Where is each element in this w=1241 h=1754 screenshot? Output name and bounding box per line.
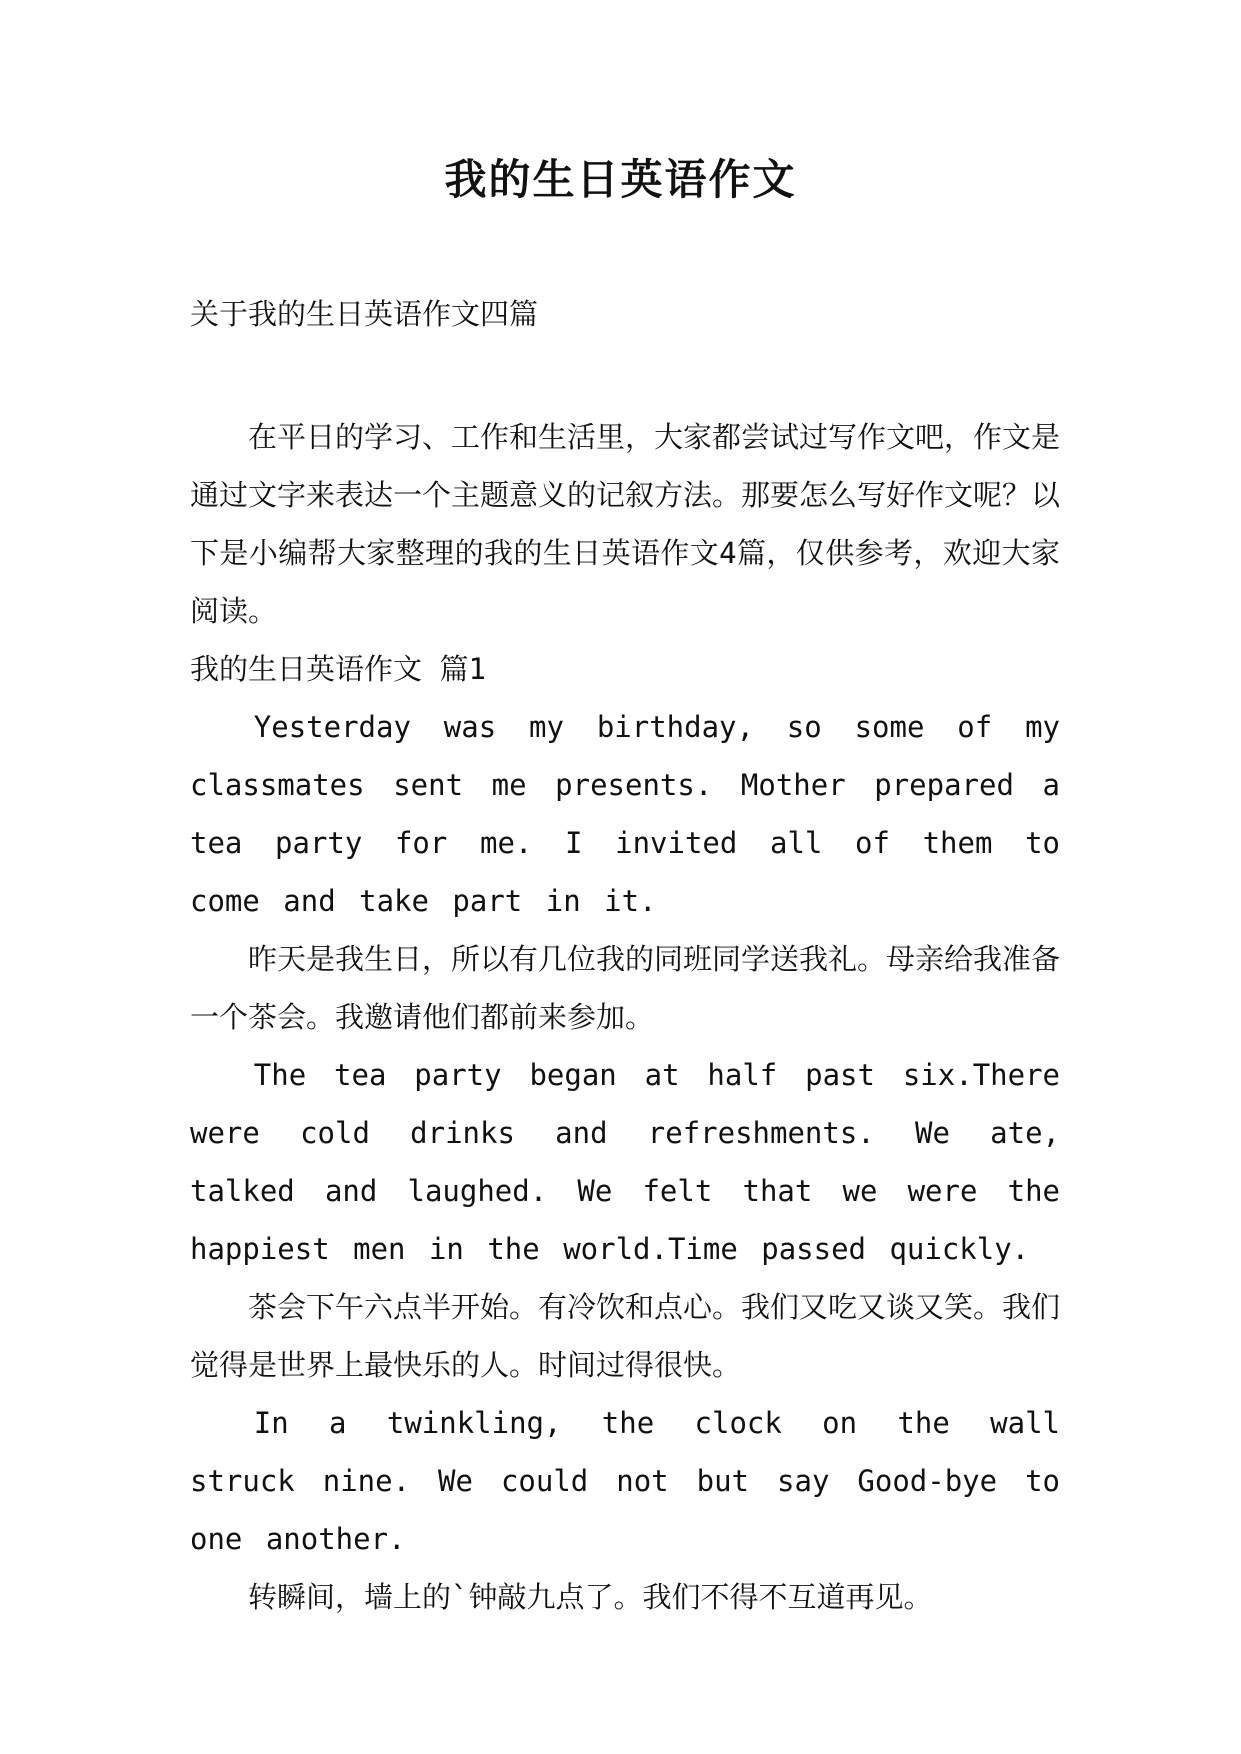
english-paragraph: In a twinkling, the clock on the wall struck nine. We could not but say Good-bye to one another. bbox=[190, 1406, 1060, 1556]
english-paragraph: Yesterday was my birthday, so some of my classmates sent me presents. Mother prepared a tea party for me. I invited all of them to come and take part in it. bbox=[190, 710, 1060, 918]
chinese-paragraph: 昨天是我生日，所以有几位我的同班同学送我礼。母亲给我准备一个茶会。我邀请他们都前来参加。 bbox=[190, 942, 1061, 1034]
document-body bbox=[190, 408, 1060, 1626]
document-subtitle: 关于我的生日英语作文四篇 bbox=[190, 297, 539, 331]
chinese-paragraph: 转瞬间，墙上的`钟敲九点了。我们不得不互道再见。 bbox=[248, 1580, 933, 1614]
english-paragraph: The tea party began at half past six.There were cold drinks and refreshments. We ate, talked and laughed. We felt that we were the happiest men in the world.Time passed quickly. bbox=[190, 1058, 1060, 1266]
section-heading: 我的生日英语作文 篇1 bbox=[190, 652, 486, 686]
chinese-paragraph: 茶会下午六点半开始。有冷饮和点心。我们又吃又谈又笑。我们觉得是世界上最快乐的人。时间过得很快。 bbox=[190, 1290, 1061, 1382]
document-title: 我的生日英语作文 bbox=[444, 155, 797, 204]
intro-paragraph: 在平日的学习、工作和生活里，大家都尝试过写作文吧，作文是通过文字来表达一个主题意义的记叙方法。那要怎么写好作文呢？以下是小编帮大家整理的我的生日英语作文4篇，仅供参考，欢迎大家阅读。 bbox=[190, 420, 1061, 628]
